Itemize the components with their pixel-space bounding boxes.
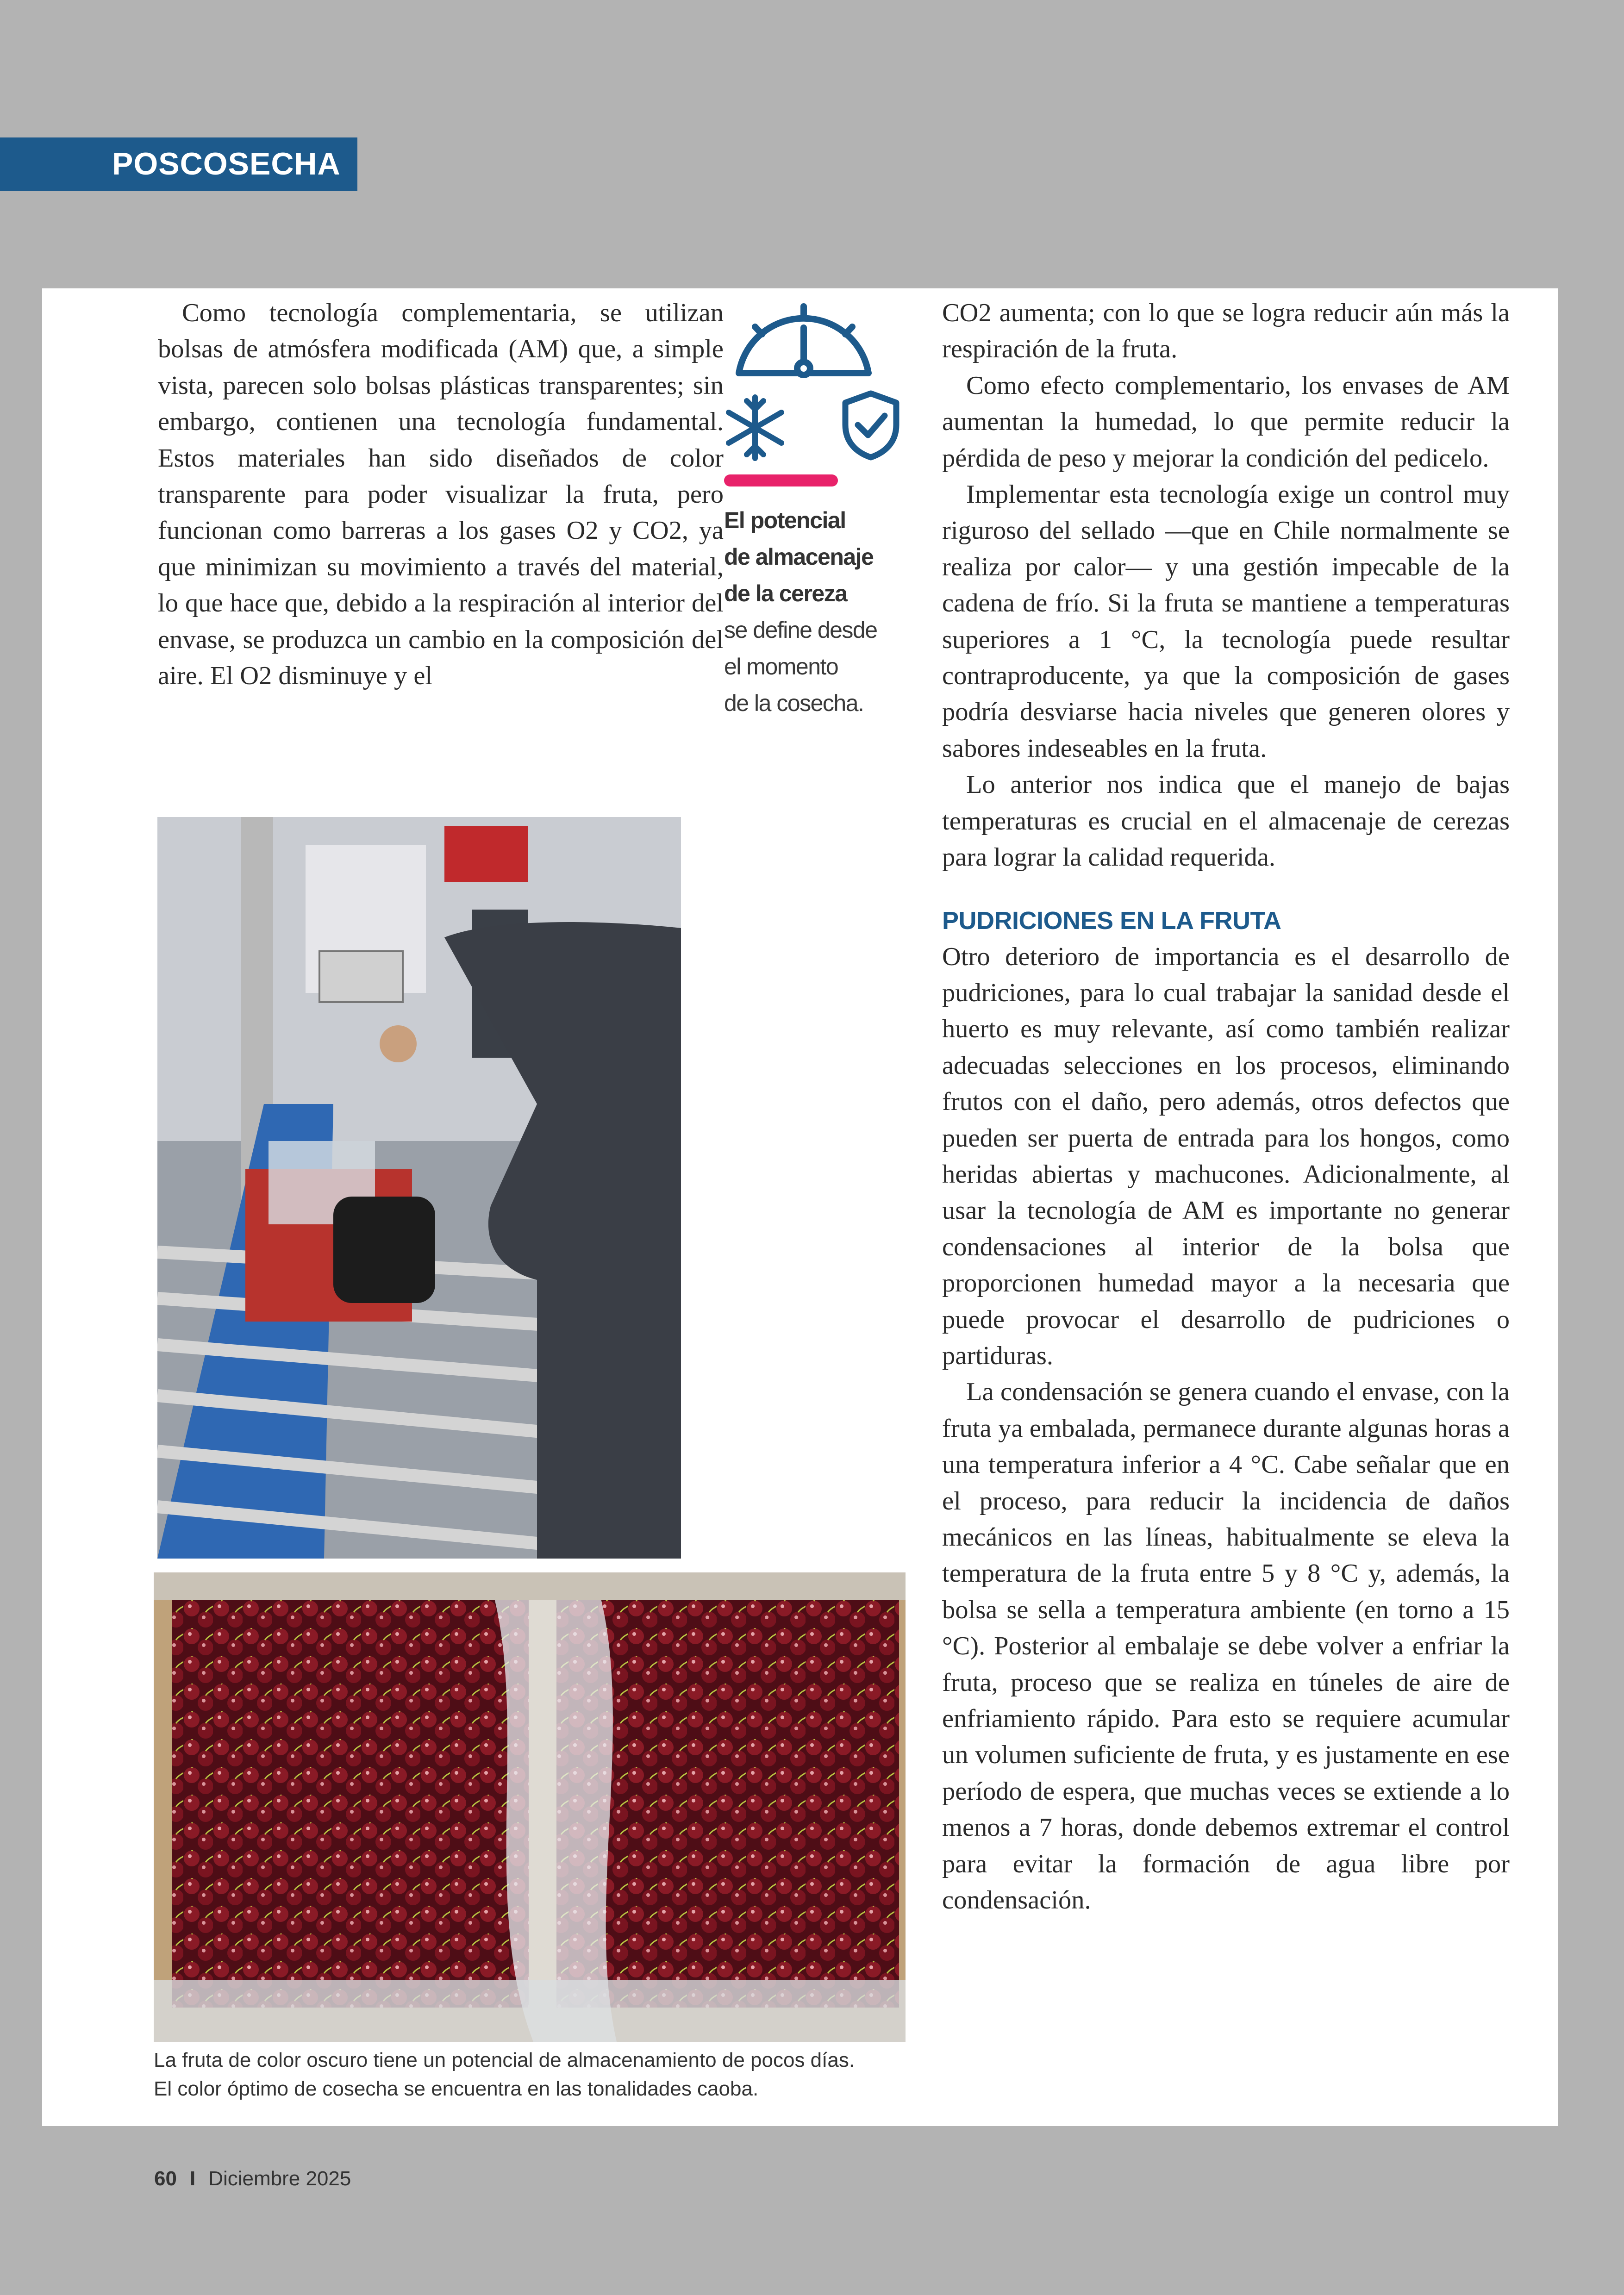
issue-date: Diciembre 2025 (208, 2167, 351, 2190)
snowflake-icon (729, 397, 781, 458)
shield-check-icon (845, 393, 896, 457)
section-subheading: PUDRICIONES EN LA FRUTA (942, 906, 1281, 935)
pull-quote-sidebar (723, 295, 917, 716)
gauge-icon (739, 306, 868, 375)
footer-separator: I (189, 2167, 196, 2190)
pull-quote-line: El potencial (724, 507, 846, 533)
page-footer (154, 2167, 351, 2190)
pull-quote-line: de la cosecha. (724, 690, 864, 716)
icon-group (723, 295, 917, 471)
article-column-left (158, 295, 724, 694)
photo-caption (154, 2046, 941, 2103)
pull-quote-line: de la cereza (724, 580, 847, 606)
pull-quote-line: se define desde (724, 617, 877, 643)
article-column-right (942, 295, 1510, 1918)
paragraph: La condensación se genera cuando el envase, con la fruta ya embalada, permanece durante algunas horas a una temperatura inferior a 4 °C. Cabe señalar que en el proceso, para reducir la incidencia de daños mecánicos en las líneas, habitualmente se eleva la temperatura de la fruta entre 5 y 8 °C y, además, la bolsa se sella a temperatura ambiente (en torno a 15 °C). Posterior al embalaje se debe volver a enfriar la fruta, proceso que se realiza en túneles de aire de enfriamiento rápido. Para esto se requiere acumular un volumen suficiente de fruta, y es justamente en ese período de espera, que muchas veces se extiende a lo menos a 7 horas, donde debemos extremar el control para evitar la formación de agua libre por condensación. (942, 1378, 1510, 1915)
section-label: POSCOSECHA (112, 146, 341, 181)
caption-line: El color óptimo de cosecha se encuentra en las tonalidades caoba. (154, 2077, 759, 2100)
packing-line-photo (157, 817, 681, 1559)
pull-quote-line: de almacenaje (724, 544, 874, 570)
page-number: 60 (154, 2167, 177, 2190)
page-content (42, 288, 1558, 2126)
paragraph: Lo anterior nos indica que el manejo de bajas temperaturas es crucial en el almacenaje de cerezas para lograr la calidad requerida. (942, 770, 1510, 872)
accent-bar (724, 474, 838, 486)
paragraph: Como efecto complementario, los envases de AM aumentan la humedad, lo que permite reducir la pérdida de peso y mejorar la condición del pedicelo. (942, 371, 1510, 473)
section-tag (0, 137, 357, 191)
paragraph: Como tecnología complementaria, se utilizan bolsas de atmósfera modificada (AM) que, a simple vista, parecen solo bolsas plásticas transparentes; sin embargo, contienen una tecnología fundamental. Estos materiales han sido diseñados de color transparente para poder visualizar la fruta, pero funcionan como barreras a los gases O2 y CO2, ya que minimizan su movimiento a través del material, lo que hace que, debido a la respiración al interior del envase, se produzca un cambio en la composición del aire. El O2 disminuye y el (158, 299, 724, 691)
paragraph: Implementar esta tecnología exige un control muy riguroso del sellado —que en Chile normalmente se realiza por calor— y una gestión impecable de la cadena de frío. Si la fruta se mantiene a temperaturas superiores a 1 °C, la tecnología puede resultar contraproducente, ya que la composición de gases podría desviarse hacia niveles que generen olores y sabores indeseables en la fruta. (942, 480, 1510, 763)
pull-quote (724, 502, 928, 722)
paragraph: CO2 aumenta; con lo que se logra reducir aún más la respiración de la fruta. (942, 299, 1510, 364)
caption-line: La fruta de color oscuro tiene un potencial de almacenamiento de pocos días. (154, 2049, 855, 2071)
pull-quote-line: el momento (724, 654, 838, 680)
paragraph: Otro deterioro de importancia es el desarrollo de pudriciones, para lo cual trabajar la sanidad desde el huerto es muy relevante, así como también realizar adecuadas selecciones en los procesos, eliminando frutos con el daño, pero además, otros defectos que pueden ser puerta de entrada para los hongos, como heridas abiertas y machucones. Adicionalmente, al usar la tecnología de AM es importante no generar condensaciones al interior de la bolsa que proporcionen humedad mayor a la necesaria que puede provocar el desarrollo de pudriciones o partiduras. (942, 942, 1510, 1370)
cherry-boxes-photo (154, 1572, 906, 2042)
